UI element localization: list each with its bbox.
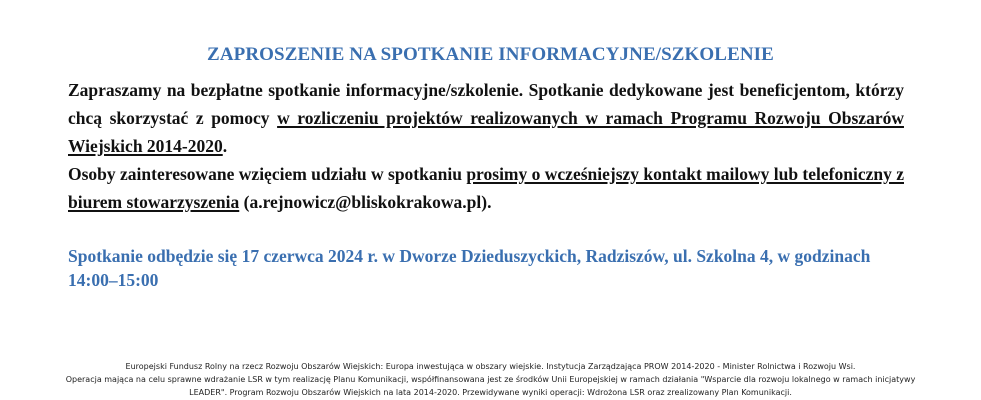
contact-underlined-text: prosimy o wcześniejszy kontakt mailowy lub telefoniczny z biurem stowarzyszenia (68, 164, 904, 212)
contact-email: (a.rejnowicz@bliskokrakowa.pl). (239, 192, 492, 212)
intro-text: Zapraszamy na bezpłatne spotkanie informacyjne/szkolenie. Spotkanie dedykowane jest beneficjentom, którzy chcą skorzystać z pomocy (68, 80, 904, 128)
document-title: ZAPROSZENIE NA SPOTKANIE INFORMACYJNE/SZKOLENIE (207, 44, 774, 65)
paragraph-contact (68, 160, 904, 216)
contact-text: Osoby zainteresowane wzięciem udziału w spotkaniu (68, 164, 467, 184)
footer-line-1: Europejski Fundusz Rolny na rzecz Rozwoju Obszarów Wiejskich: Europa inwestująca w obszary wiejskie. Instytucja Zarządzająca PROW 2014-2020 - Minister Rolnictwa i Rozwoju Wsi. (125, 362, 856, 371)
footer-line-2: Operacja mająca na celu sprawne wdrażanie LSR w tym realizację Planu Komunikacji, współfinansowana jest ze środków Unii Europejskiej w ramach działania "Wsparcie dla rozwoju lokalnego w ramach inicjatywy (65, 375, 916, 384)
paragraph-intro (68, 76, 904, 160)
footer (40, 360, 941, 399)
footer-line-3: LEADER". Program Rozwoju Obszarów Wiejskich na lata 2014-2020. Przewidywane wyniki operacji: Wdrożona LSR oraz zrealizowany Plan Komunikacji. (189, 388, 792, 397)
intro-underlined-text: w rozliczeniu projektów realizowanych w ramach Programu Rozwoju Obszarów Wiejskich 2014-2020 (68, 108, 904, 156)
invitation-body (68, 76, 904, 216)
meeting-info: Spotkanie odbędzie się 17 czerwca 2024 r. w Dworze Dzieduszyckich, Radziszów, ul. Szkolna 4, w godzinach 14:00–15:00 (68, 246, 871, 290)
intro-end: . (222, 136, 228, 156)
